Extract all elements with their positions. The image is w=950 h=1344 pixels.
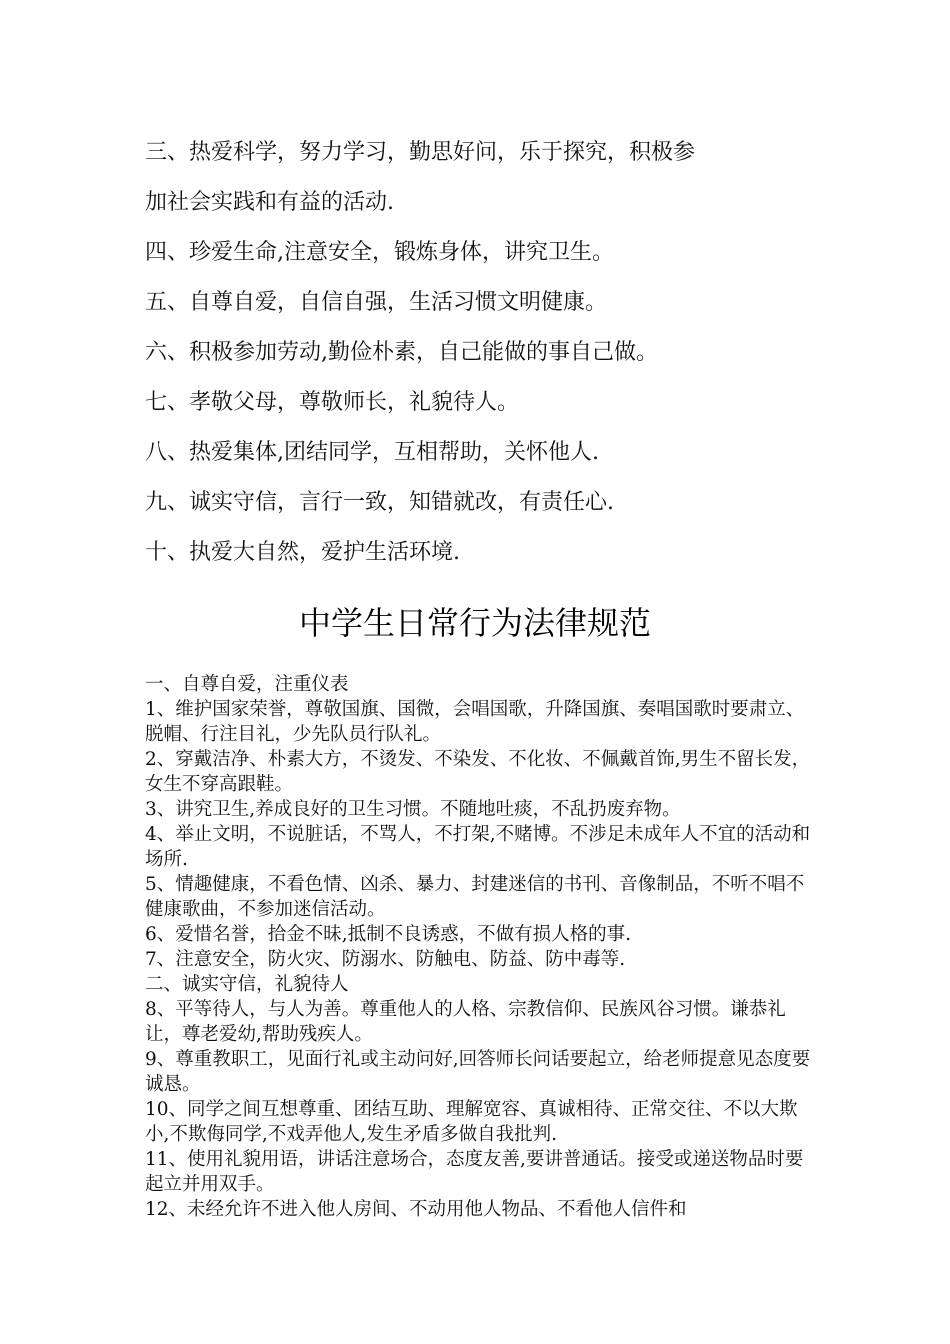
list-item: 加社会实践和有益的活动. <box>145 190 394 215</box>
list-item: 三、热爱科学，努力学习，勤思好问，乐于探究，积极参 <box>145 140 696 165</box>
section-title: 中学生日常行为法律规范 <box>298 604 651 642</box>
list-item: 12、未经允许不进入他人房间、不动用他人物品、不看他人信件和 <box>145 1199 687 1220</box>
list-item: 四、珍爱生命,注意安全，锻炼身体，讲究卫生。 <box>145 240 614 265</box>
list-item: 7、注意安全，防火灾、防溺水、防触电、防益、防中毒等. <box>145 949 626 970</box>
list-item: 6、爱惜名誉，拾金不昧,抵制不良诱惑，不做有损人格的事. <box>145 924 632 945</box>
list-item: 10、同学之间互想尊重、团结互助、理解宽容、真诚相待、正常交往、不以大欺小,不欺侮同学,不戏弄他人,发生矛盾多做自我批判. <box>145 1099 798 1145</box>
list-item: 九、诚实守信，言行一致，知错就改，有责任心. <box>145 490 614 515</box>
list-item: 六、积极参加劳动,勤俭朴素，自己能做的事自己做。 <box>145 340 658 365</box>
section-heading: 一、自尊自爱，注重仪表 <box>145 674 349 695</box>
list-item: 3、讲究卫生,养成良好的卫生习惯。不随地吐痰，不乱扔废弃物。 <box>145 799 681 820</box>
list-item: 八、热爱集体,团结同学，互相帮助，关怀他人. <box>145 440 599 465</box>
list-item: 5、情趣健康，不看色情、凶杀、暴力、封建迷信的书刊、音像制品，不听不唱不健康歌曲，不参加迷信活动。 <box>145 874 805 920</box>
code-of-conduct-list <box>145 128 825 578</box>
behavior-norms-list <box>145 672 815 1222</box>
list-item: 1、维护国家荣誉，尊敬国旗、国微，会唱国歌，升降国旗、奏唱国歌时要肃立、脱帽、行注目礼，少先队员行队礼。 <box>145 699 805 745</box>
section-heading: 二、诚实守信，礼貌待人 <box>145 974 349 995</box>
list-item: 2、穿戴洁净、朴素大方，不烫发、不染发、不化妆、不佩戴首饰,男生不留长发，女生不穿高跟鞋。 <box>145 749 811 795</box>
list-item: 8、平等待人，与人为善。尊重他人的人格、宗教信仰、民族风谷习惯。谦恭礼让，尊老爱幼,帮助残疾人。 <box>145 999 786 1045</box>
list-item: 十、执爱大自然，爱护生活环境. <box>145 540 460 565</box>
list-item: 9、尊重教职工，见面行礼或主动问好,回答师长问话要起立，给老师提意见态度要诚恳。 <box>145 1049 811 1095</box>
list-item: 七、孝敬父母，尊敬师长，礼貌待人。 <box>145 390 520 415</box>
list-item: 11、使用礼貌用语，讲话注意场合，态度友善,要讲普通话。接受或递送物品时要起立并用双手。 <box>145 1149 804 1195</box>
list-item: 4、举止文明，不说脏话，不骂人，不打架,不赌博。不涉足未成年人不宜的活动和场所. <box>145 824 811 870</box>
list-item: 五、自尊自爱，自信自强，生活习惯文明健康。 <box>145 290 608 315</box>
